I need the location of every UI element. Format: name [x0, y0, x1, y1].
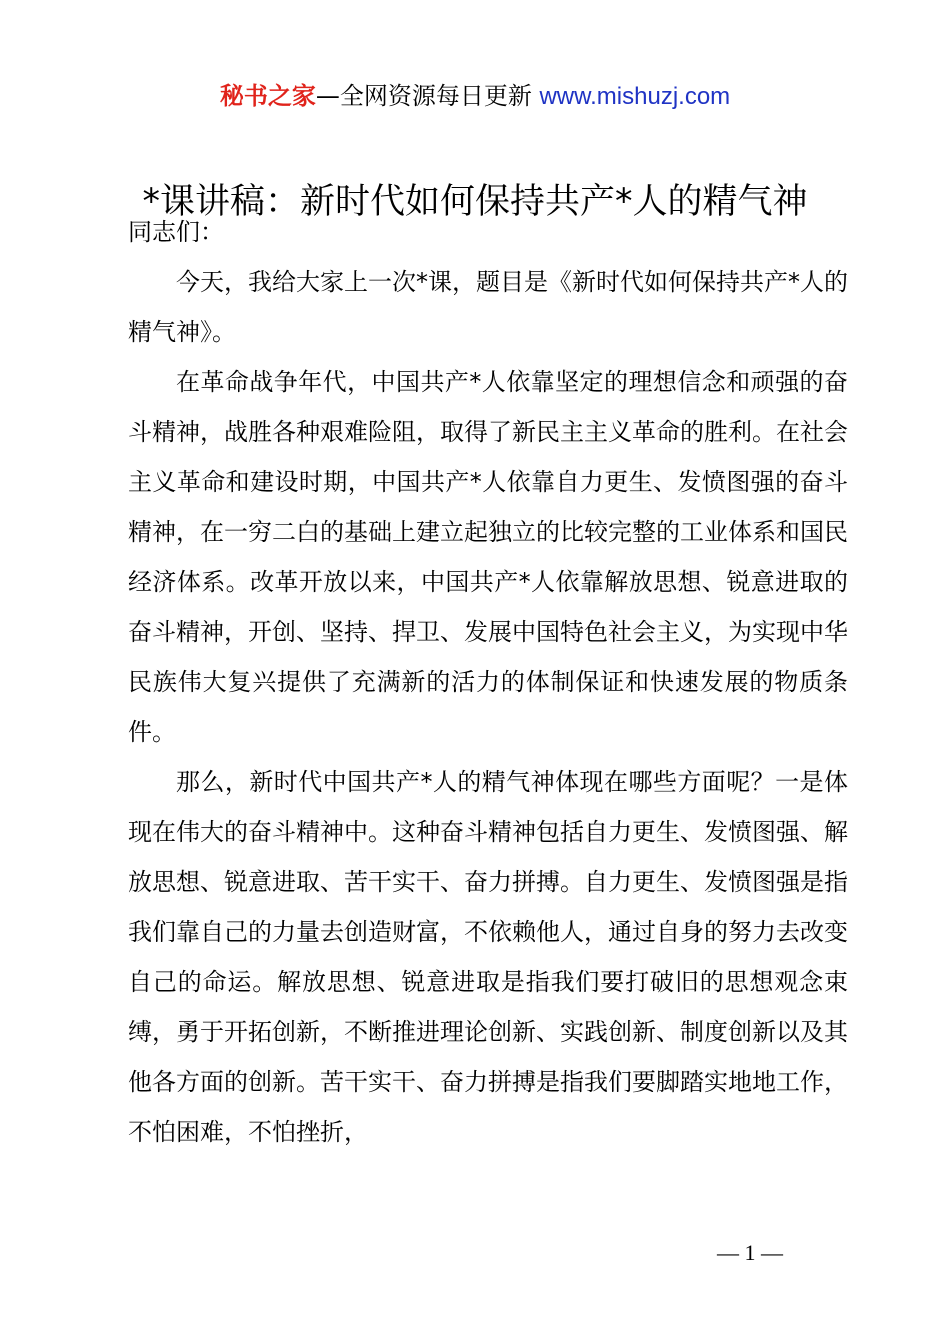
- brand-name: 秘书之家: [219, 82, 316, 110]
- site-header: [0, 80, 950, 113]
- paragraph-spirit: 那么，新时代中国共产*人的精气神体现在哪些方面呢？一是体现在伟大的奋斗精神中。这种奋斗精神包括自力更生、发愤图强、解放思想、锐意进取、苦干实干、奋力拼搏。自力更生、发愤图强是指我们靠自己的力量去创造财富，不依赖他人，通过自身的努力去改变自己的命运。解放思想、锐意进取是指我们要打破旧的思想观念束缚，勇于开拓创新，不断推进理论创新、实践创新、制度创新以及其他各方面的创新。苦干实干、奋力拼搏是指我们要脚踏实地地工作，不怕困难，不怕挫折，: [128, 768, 848, 1146]
- page-number: — 1 —: [717, 1240, 783, 1265]
- document-body: [128, 207, 848, 1157]
- paragraph-intro: 今天，我给大家上一次*课，题目是《新时代如何保持共产*人的精气神》。: [128, 268, 848, 346]
- document-title: *课讲稿：新时代如何保持共产*人的精气神: [142, 182, 808, 222]
- header-slogan: —全网资源每日更新: [315, 82, 540, 110]
- salutation: 同志们：: [128, 218, 224, 246]
- paragraph-history: 在革命战争年代，中国共产*人依靠坚定的理想信念和顽强的奋斗精神，战胜各种艰难险阻，取得了新民主主义革命的胜利。在社会主义革命和建设时期，中国共产*人依靠自力更生、发愤图强的奋斗精神，在一穷二白的基础上建立起独立的比较完整的工业体系和国民经济体系。改革开放以来，中国共产*人依靠解放思想、锐意进取的奋斗精神，开创、坚持、捍卫、发展中国特色社会主义，为实现中华民族伟大复兴提供了充满新的活力的体制保证和快速发展的物质条件。: [128, 368, 848, 746]
- site-url-link[interactable]: www.mishuzj.com: [539, 83, 731, 110]
